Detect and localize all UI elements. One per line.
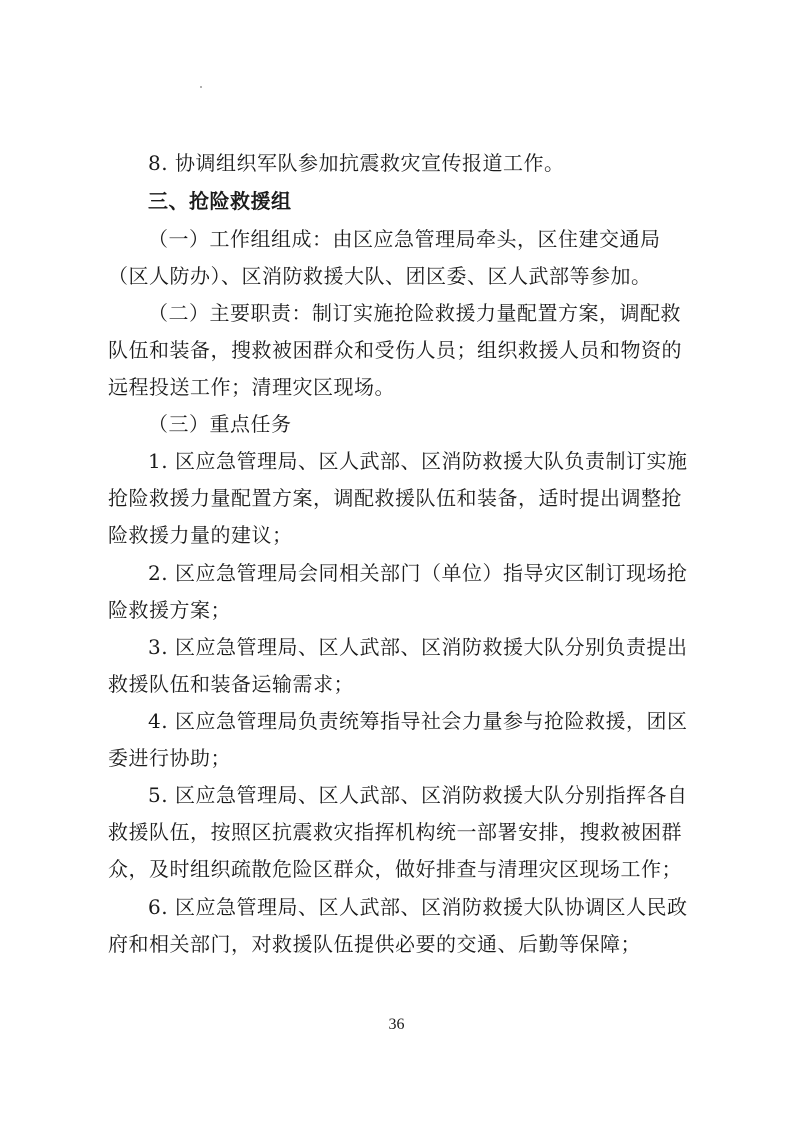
paragraph-item-8: 8. 协调组织军队参加抗震救灾宣传报道工作。 [148, 151, 565, 175]
paragraph-task-3: 3. 区应急管理局、区人武部、区消防救援大队分别负责提出救援队伍和装备运输需求； [108, 635, 688, 696]
scan-speck [200, 86, 202, 88]
paragraph-tasks-heading: （三）重点任务 [148, 412, 292, 436]
paragraph-task-6: 6. 区应急管理局、区人武部、区消防救援大队协调区人民政府和相关部门，对救援队伍提供必要的交通、后勤等保障； [108, 895, 688, 956]
paragraph-task-2: 2. 区应急管理局会同相关部门（单位）指导灾区制订现场抢险救援方案； [108, 561, 688, 622]
paragraph-task-5: 5. 区应急管理局、区人武部、区消防救援大队分别指挥各自救援队伍，按照区抗震救灾指挥机构统一部署安排，搜救被困群众，及时组织疏散危险区群众，做好排查与清理灾区现场工作； [108, 783, 688, 881]
paragraph-composition: （一）工作组组成：由区应急管理局牵头，区住建交通局（区人防办）、区消防救援大队、团区委、区人武部等参加。 [108, 227, 661, 288]
section-heading: 三、抢险救援组 [148, 189, 292, 213]
paragraph-task-1: 1. 区应急管理局、区人武部、区消防救援大队负责制订实施抢险救援力量配置方案，调配救援队伍和装备，适时提出调整抢险救援力量的建议； [108, 449, 688, 547]
paragraph-task-4: 4. 区应急管理局负责统筹指导社会力量参与抢险救援，团区委进行协助； [108, 709, 688, 770]
page-number: 36 [388, 1016, 405, 1033]
paragraph-duties: （二）主要职责：制订实施抢险救援力量配置方案，调配救队伍和装备，搜救被困群众和受伤人员；组织救援人员和物资的远程投送工作；清理灾区现场。 [108, 301, 682, 399]
